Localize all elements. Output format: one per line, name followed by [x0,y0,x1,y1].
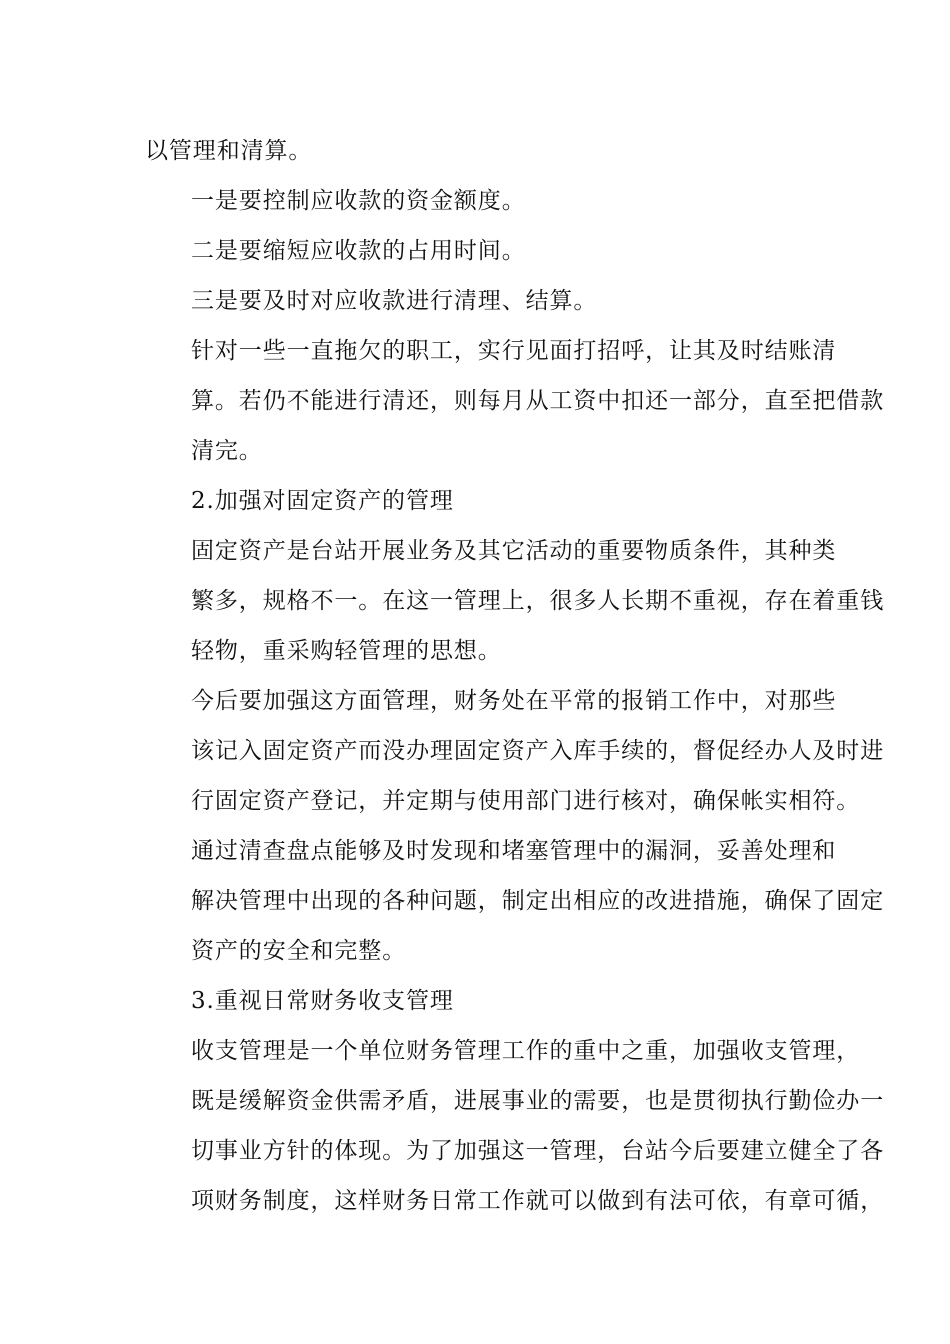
text-line: 收支管理是一个单位财务管理工作的重中之重，加强收支管理， [191,1038,861,1064]
text-line: 既是缓解资金供需矛盾，进展事业的需要，也是贯彻执行勤俭办一 [191,1088,885,1114]
paragraph [145,476,825,526]
document-body [145,126,885,1226]
text-line: 以管理和清算。 [145,138,313,164]
text-line: 2.加强对固定资产的管理 [191,488,454,514]
text-line: 3.重视日常财务收支管理 [191,988,454,1014]
text-line: 该记入固定资产而没办理固定资产入库手续的，督促经办人及时进 [191,738,885,764]
text-line: 解决管理中出现的各种问题，制定出相应的改进措施，确保了固定 [191,888,885,914]
paragraph [145,976,825,1026]
text-line: 切事业方针的体现。为了加强这一管理，台站今后要建立健全了各 [191,1138,885,1164]
text-line: 算。若仍不能进行清还，则每月从工资中扣还一部分，直至把借款 [191,388,885,414]
text-line: 通过清查盘点能够及时发现和堵塞管理中的漏洞，妥善处理和 [191,838,837,864]
paragraph [145,1026,885,1226]
paragraph [145,226,825,276]
text-line: 一是要控制应收款的资金额度。 [191,188,526,214]
paragraph [145,526,885,676]
text-line: 固定资产是台站开展业务及其它活动的重要物质条件，其种类 [191,538,837,564]
text-line: 项财务制度，这样财务日常工作就可以做到有法可依，有章可循， [191,1188,885,1214]
paragraph [145,276,825,326]
text-line: 今后要加强这方面管理，财务处在平常的报销工作中，对那些 [191,688,837,714]
text-line: 繁多，规格不一。在这一管理上，很多人长期不重视，存在着重钱 [191,588,885,614]
text-line: 行固定资产登记，并定期与使用部门进行核对，确保帐实相符。 [191,788,861,814]
paragraph [145,326,885,476]
paragraph [145,826,885,976]
text-line: 资产的安全和完整。 [191,938,407,964]
text-line: 清完。 [191,438,263,464]
paragraph [145,676,885,826]
paragraph [145,126,825,176]
text-line: 轻物，重采购轻管理的思想。 [191,638,502,664]
paragraph [145,176,825,226]
text-line: 三是要及时对应收款进行清理、结算。 [191,288,598,314]
text-line: 针对一些一直拖欠的职工，实行见面打招呼，让其及时结账清 [191,338,837,364]
text-line: 二是要缩短应收款的占用时间。 [191,238,526,264]
